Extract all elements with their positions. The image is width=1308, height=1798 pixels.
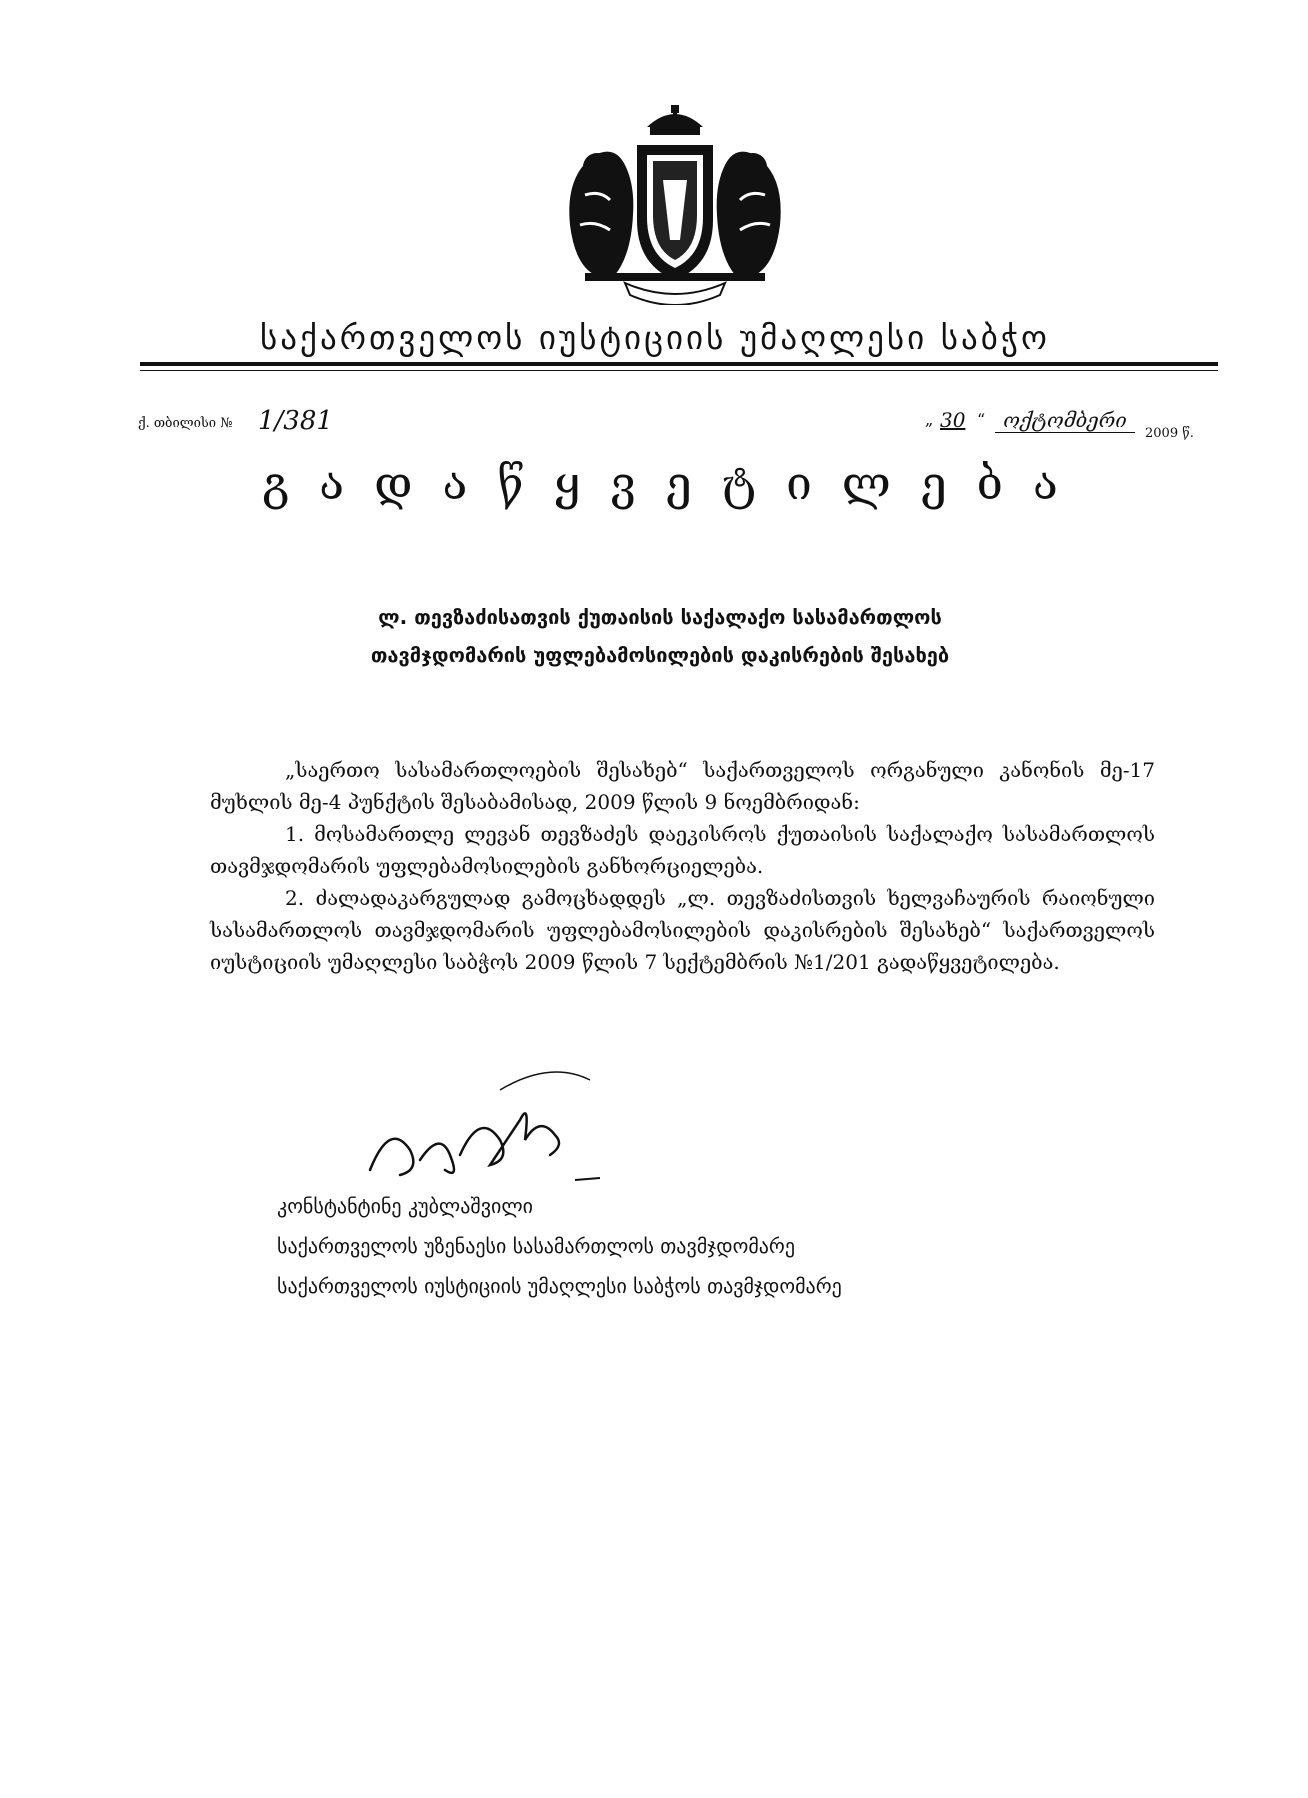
reference-label: ქ. თბილისი № <box>138 416 233 431</box>
date-year: 2009 წ. <box>1145 426 1194 441</box>
subject-line-2: თავმჯდომარის უფლებამოსილების დაკისრების შესახებ <box>370 643 950 667</box>
reference-number: 1/381 <box>258 406 333 436</box>
signatory-role-1: საქართველოს უზენაესი სასამართლოს თავმჯდომარე <box>277 1234 795 1258</box>
signatory-name: კონსტანტინე კუბლაშვილი <box>277 1194 533 1218</box>
header-rule-thick <box>140 362 1218 366</box>
body-item-1: 1. მოსამართლე ლევან თევზაძეს დაეკისროს ქუთაისის საქალაქო სასამართლოს თავმჯდომარის უფლებამოსილების განხორციელება. <box>210 822 1155 878</box>
subject-line-1: ლ. თევზაძისათვის ქუთაისის საქალაქო სასამართლოს <box>378 605 942 629</box>
date-day: 30 <box>940 408 966 432</box>
institution-name: საქართველოს იუსტიციის უმაღლესი საბჭო <box>260 318 1050 357</box>
document-body <box>210 754 1155 978</box>
date-quote-close: “ <box>977 410 986 429</box>
date-quote-open: „ <box>925 410 934 429</box>
signatory-block <box>277 1186 842 1306</box>
coat-of-arms-emblem <box>555 105 795 305</box>
handwritten-signature <box>350 1060 670 1190</box>
body-intro: „საერთო სასამართლოების შესახებ“ საქართველოს ორგანული კანონის მე-17 მუხლის მე-4 პუნქტის შესაბამისად, 2009 წლის 9 ნოემბრიდან: <box>210 758 1155 814</box>
document-title: გადაწყვეტილება <box>262 456 1088 510</box>
date-month: ოქტომბერი <box>995 408 1135 433</box>
signatory-role-2: საქართველოს იუსტიციის უმაღლესი საბჭოს თავმჯდომარე <box>277 1274 842 1298</box>
body-item-2: 2. ძალადაკარგულად გამოცხადდეს „ლ. თევზაძისთვის ხელვაჩაურის რაიონული სასამართლოს თავმჯდომარის უფლებამოსილების დაკისრების შესახებ“ საქართველოს იუსტიციის უმაღლესი საბჭოს 2009 წლის 7 სექტემბრის №1/201 გადაწყვეტილება. <box>210 886 1155 974</box>
header-rule-thin <box>140 370 1218 371</box>
document-subject <box>300 598 1020 674</box>
